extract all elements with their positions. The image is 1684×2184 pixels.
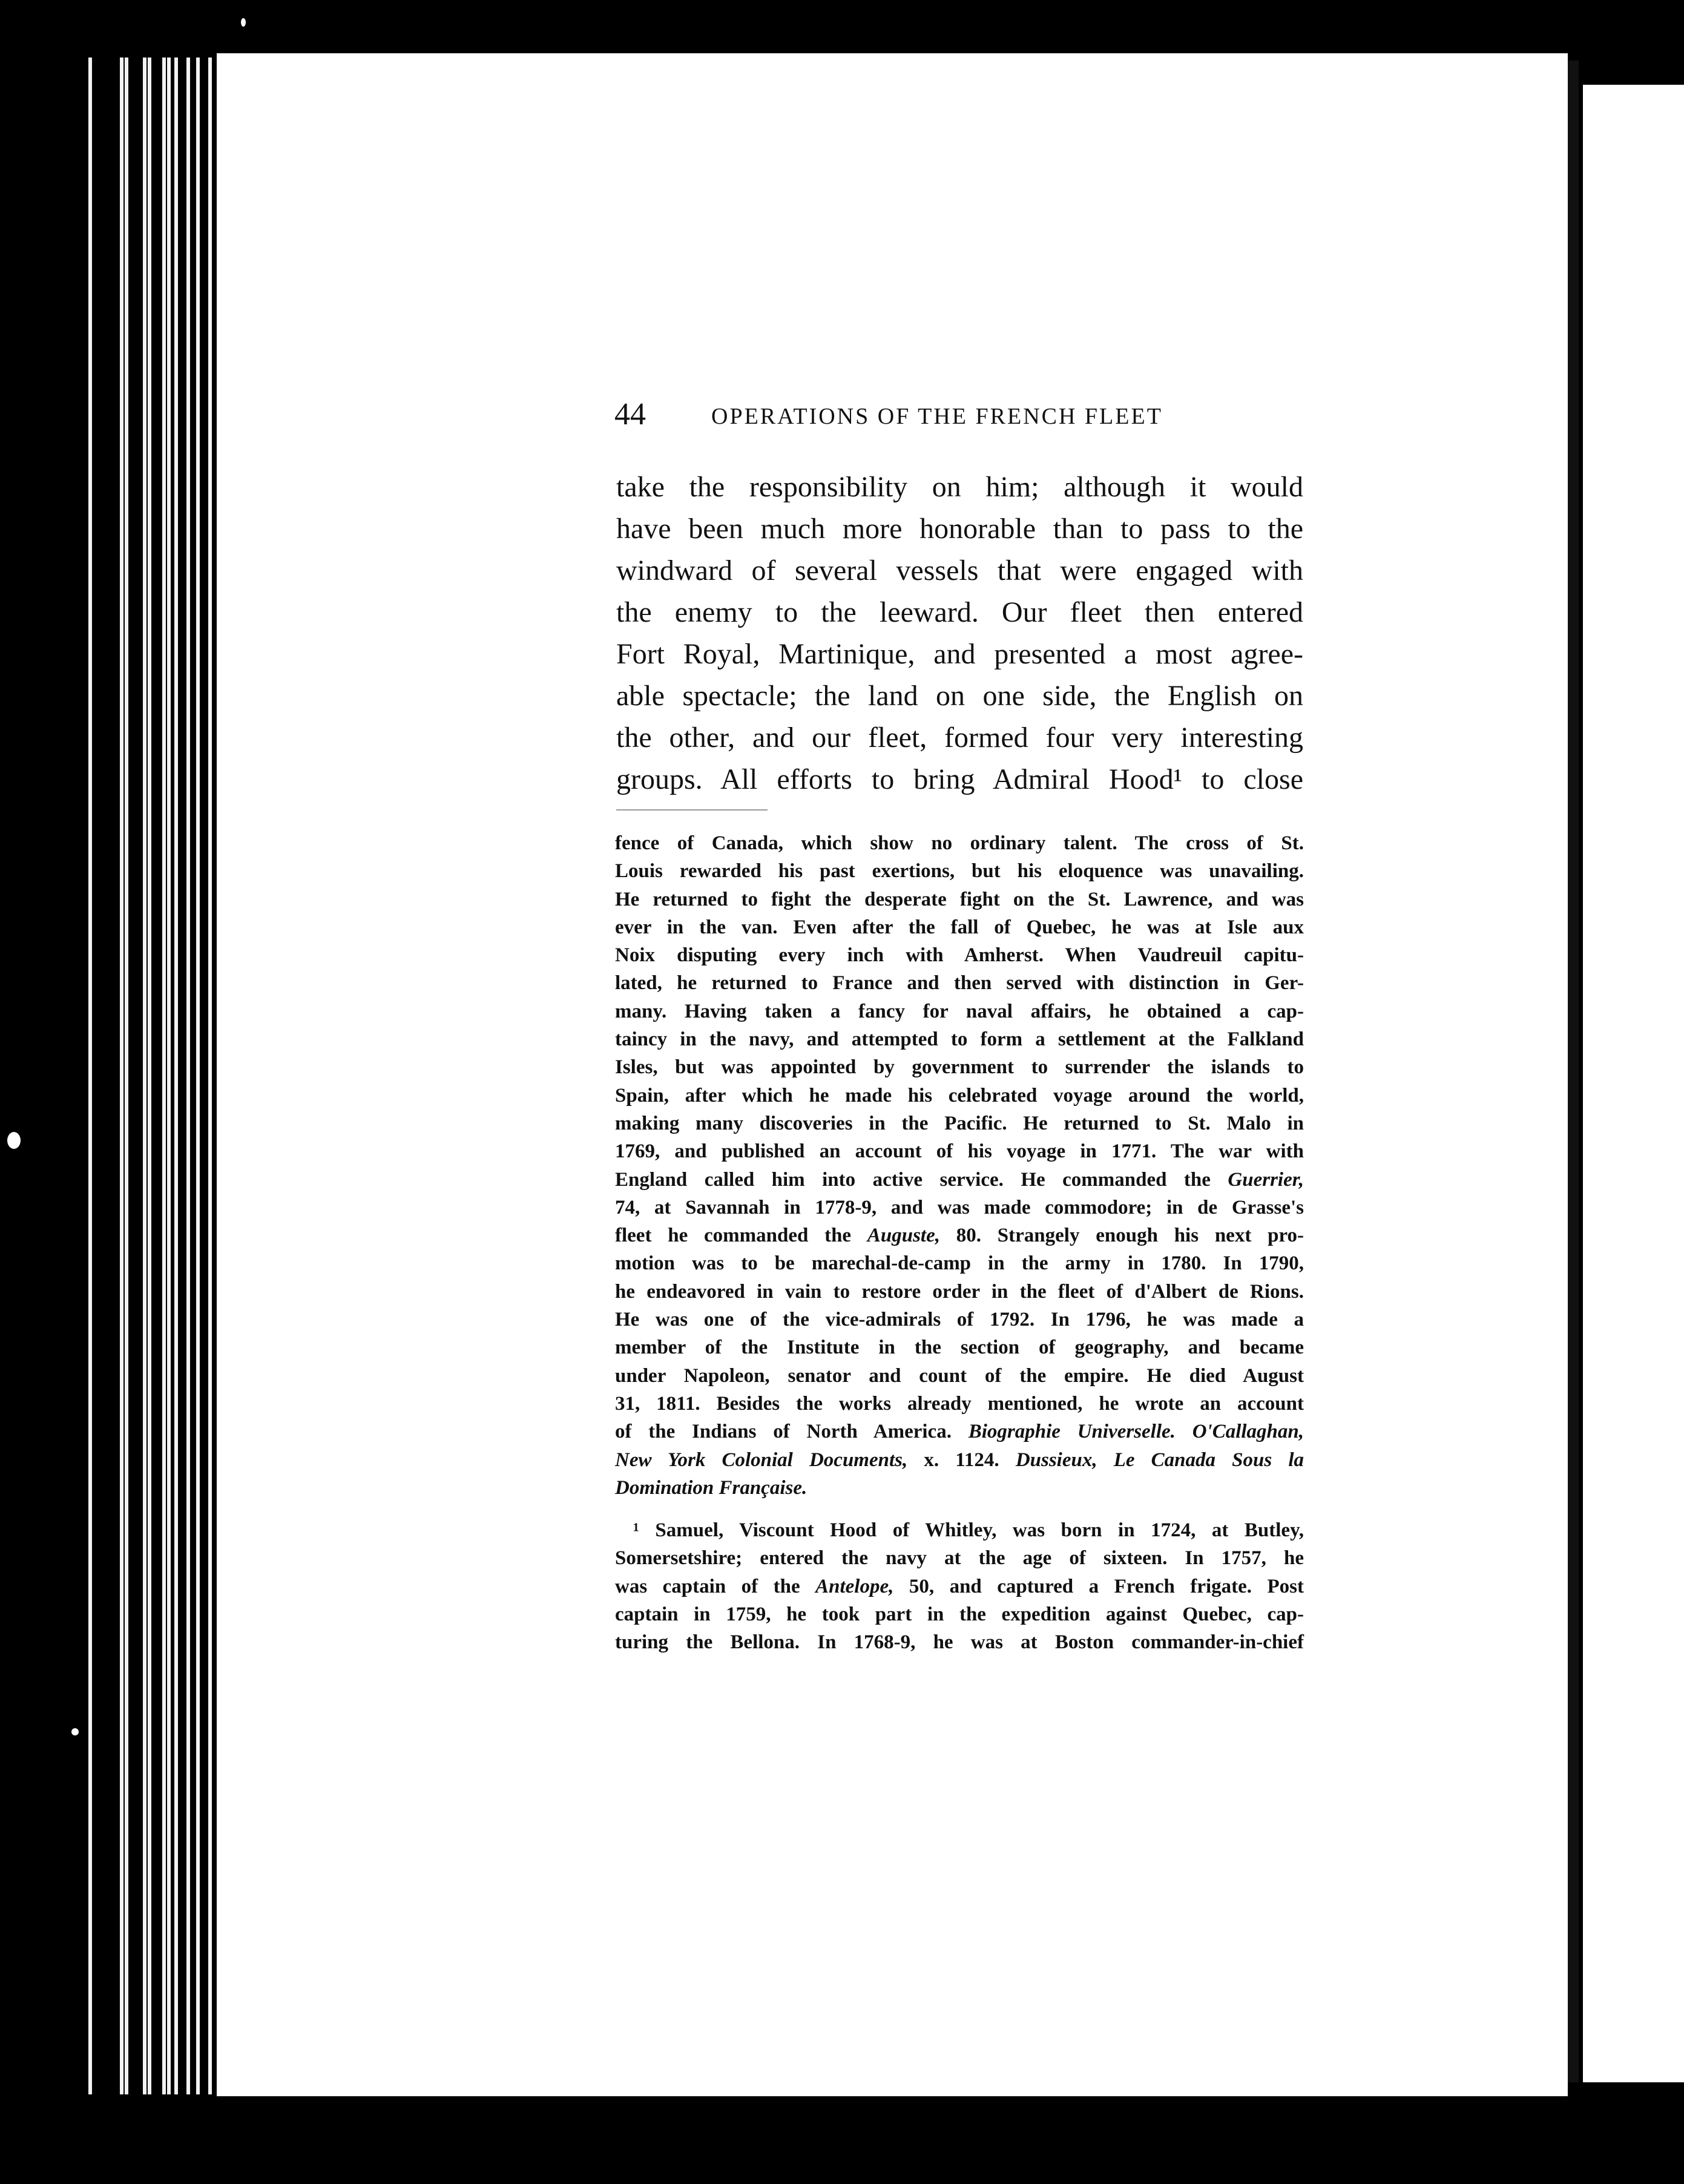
footnote-line: making many discoveries in the Pacific. He returned to St. Malo in [615, 1112, 1304, 1134]
footnote-line [615, 1222, 1304, 1249]
footnote-line: 31, 1811. Besides the works already mentioned, he wrote an account [615, 1392, 1304, 1415]
text-line: take the responsibility on him; although it would [616, 471, 1303, 503]
footnote-line: motion was to be marechal-de-camp in the army in 1780. In 1790, [615, 1252, 1304, 1275]
footnote-line [615, 1446, 1304, 1474]
footnote-line: Noix disputing every inch with Amherst. When Vaudreuil capitu- [615, 944, 1304, 967]
footnote-gap [615, 1502, 1304, 1516]
footnote-line [615, 1418, 1304, 1446]
footnote-line: under Napoleon, senator and count of the empire. He died August [615, 1364, 1304, 1387]
adjacent-page [1583, 85, 1684, 2082]
footnote-line: Somersetshire; entered the navy at the age of sixteen. In 1757, he [615, 1547, 1304, 1570]
footnote-line: captain in 1759, he took part in the expedition against Quebec, cap- [615, 1603, 1304, 1626]
scan-speck [241, 18, 246, 27]
footnote-line [615, 1573, 1304, 1600]
scan-speck [71, 1728, 79, 1735]
footnote-text: 50, and captured a French frigate. Post [893, 1575, 1304, 1597]
page-number: 44 [614, 397, 646, 432]
footnote-text: 80. Strangely enough his next pro- [939, 1225, 1304, 1247]
ship-name: Auguste, [867, 1225, 940, 1247]
footnote-text: of the Indians of North America. [615, 1421, 969, 1443]
footnote-line: ever in the van. Even after the fall of Quebec, he was at Isle aux [615, 916, 1304, 938]
footnote-line: Louis rewarded his past exertions, but his eloquence was unavailing. [615, 860, 1304, 883]
footnote-line: many. Having taken a fancy for naval affairs, he obtained a cap- [615, 1000, 1304, 1022]
book-binding-edge [85, 58, 218, 2094]
text-line: have been much more honorable than to pass to the [616, 513, 1303, 545]
footnote-line: He returned to fight the desperate fight on the St. Lawrence, and was [615, 888, 1304, 910]
text-line: able spectacle; the land on one side, the English on [616, 680, 1303, 712]
page-header [614, 396, 1301, 433]
footnote-line: fence of Canada, which show no ordinary talent. The cross of St. [615, 832, 1304, 854]
footnote-line [615, 1166, 1304, 1194]
footnote-line: He was one of the vice-admirals of 1792. In 1796, he was made a [615, 1309, 1304, 1331]
footnote-text: x. 1124. [907, 1449, 1016, 1471]
footnote-line: 1769, and published an account of his voyage in 1771. The war with [615, 1140, 1304, 1163]
ship-name: Guerrier, [1228, 1168, 1304, 1191]
footnote-rule [616, 809, 768, 811]
text-line: groups. All efforts to bring Admiral Hood¹ to close [616, 763, 1303, 795]
footnote-line: member of the Institute in the section of geography, and became [615, 1337, 1304, 1359]
citation: Dussieux, Le Canada Sous la [1015, 1449, 1304, 1471]
page-gutter [1568, 61, 1579, 2082]
footnote-line: 74, at Savannah in 1778-9, and was made commodore; in de Grasse's [615, 1196, 1304, 1219]
text-line: windward of several vessels that were engaged with [616, 554, 1303, 587]
footnote-line: Spain, after which he made his celebrated voyage around the world, [615, 1084, 1304, 1107]
footnote-line: Domination Française. [615, 1476, 807, 1499]
footnotes [615, 829, 1304, 1657]
text-line: the other, and our fleet, formed four very interesting [616, 722, 1303, 754]
text-line: the enemy to the leeward. Our fleet then entered [616, 596, 1303, 628]
footnote-text: England called him into active service. He commanded the [615, 1168, 1228, 1191]
footnote-line: taincy in the navy, and attempted to form a settlement at the Falkland [615, 1028, 1304, 1051]
scan-speck [7, 1132, 21, 1149]
footnote-line: ¹ Samuel, Viscount Hood of Whitley, was born in 1724, at Butley, [633, 1519, 1304, 1542]
footnote-line: lated, he returned to France and then served with distinction in Ger- [615, 972, 1304, 995]
footnote-line: turing the Bellona. In 1768-9, he was at Boston commander-in-chief [615, 1631, 1304, 1654]
footnote-line: he endeavored in vain to restore order in the fleet of d'Albert de Rions. [615, 1280, 1304, 1303]
footnote-text: was captain of the [615, 1575, 816, 1597]
text-line: Fort Royal, Martinique, and presented a most agree- [616, 638, 1303, 670]
citation: New York Colonial Documents, [615, 1449, 908, 1471]
footnote-line: Isles, but was appointed by government to surrender the islands to [615, 1056, 1304, 1079]
footnote-text: fleet he commanded the [615, 1225, 867, 1247]
citation: Biographie Universelle. O'Callaghan, [968, 1421, 1304, 1443]
main-text [616, 466, 1303, 800]
running-head: OPERATIONS OF THE FRENCH FLEET [711, 404, 1163, 429]
ship-name: Antelope, [815, 1575, 894, 1597]
